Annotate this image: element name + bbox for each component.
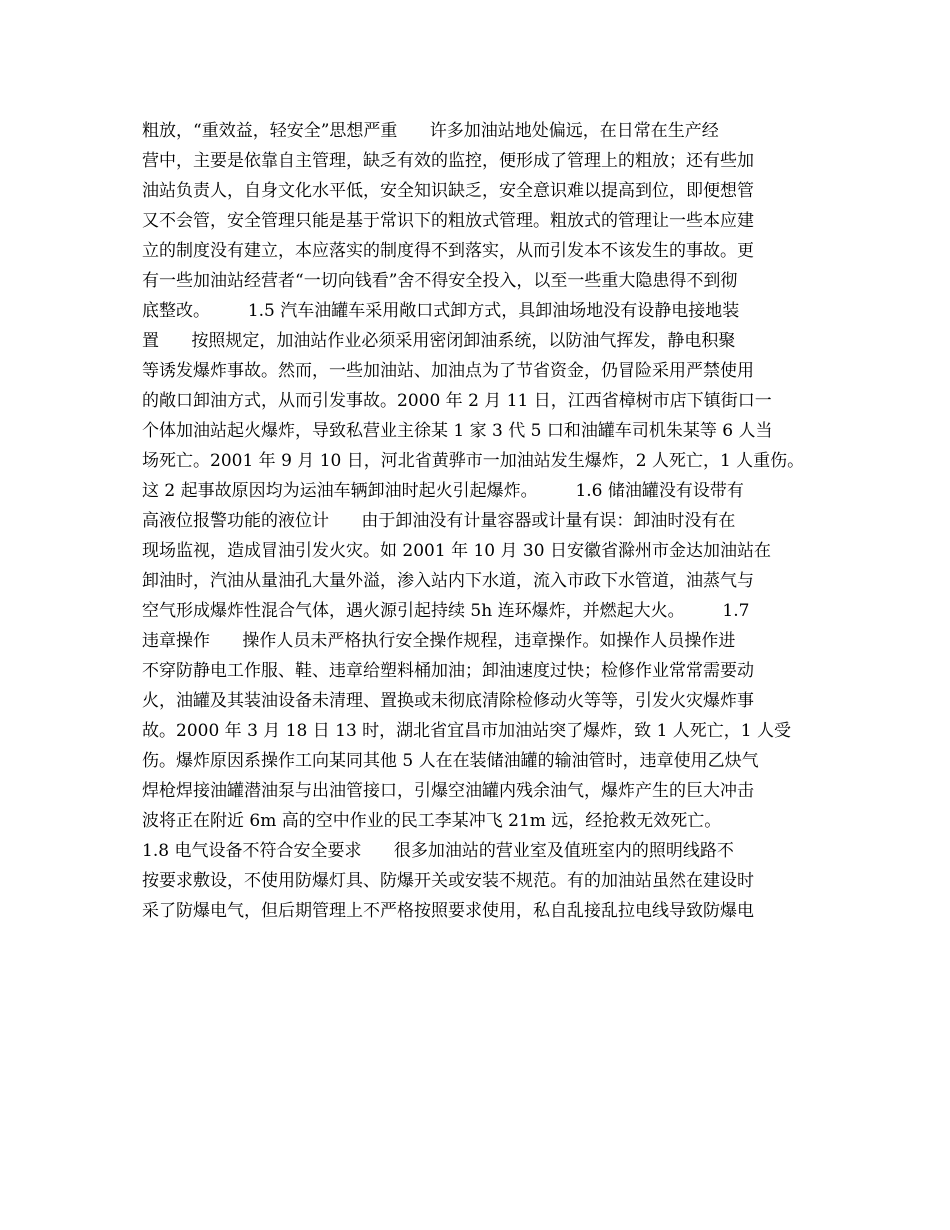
text-line: 的敞口卸油方式，从而引发事故。2000 年 2 月 11 日，江西省樟树市店下镇街口一 <box>142 391 772 411</box>
text-line: 火，油罐及其装油设备未清理、置换或未彻底清除检修动火等等，引发火灾爆炸事 <box>142 691 754 711</box>
text-line: 波将正在附近 6m 高的空中作业的民工李某冲飞 21m 远，经抢救无效死亡。 <box>142 811 722 831</box>
text-line: 又不会管，安全管理只能是基于常识下的粗放式管理。粗放式的管理让一些本应建 <box>142 211 754 231</box>
text-line: 粗放，“重效益，轻安全”思想严重 许多加油站地处偏远，在日常在生产经 <box>142 121 719 141</box>
text-line: 按要求敷设，不使用防爆灯具、防爆开关或安装不规范。有的加油站虽然在建设时 <box>142 871 754 891</box>
text-line: 卸油时，汽油从量油孔大量外溢，渗入站内下水道，流入市政下水管道，油蒸气与 <box>142 571 754 591</box>
text-line: 油站负责人，自身文化水平低，安全知识缺乏，安全意识难以提高到位，即便想管 <box>142 181 754 201</box>
text-line: 1.8 电气设备不符合安全要求 很多加油站的营业室及值班室内的照明线路不 <box>142 841 734 861</box>
text-line: 故。2000 年 3 月 18 日 13 时，湖北省宜昌市加油站突了爆炸，致 1 人死亡，1 人受 <box>142 721 792 741</box>
text-line: 违章操作 操作人员未严格执行安全操作规程，违章操作。如操作人员操作进 <box>142 631 736 651</box>
text-line: 个体加油站起火爆炸，导致私营业主徐某 1 家 3 代 5 口和油罐车司机朱某等 6 人当 <box>142 421 773 441</box>
text-line: 置 按照规定，加油站作业必须采用密闭卸油系统，以防油气挥发，静电积聚 <box>142 331 736 351</box>
text-line: 现场监视，造成冒油引发火灾。如 2001 年 10 月 30 日安徽省滁州市金达加油站在 <box>142 541 771 561</box>
text-line: 空气形成爆炸性混合气体，遇火源引起持续 5h 连环爆炸，并燃起大火。 1.7 <box>142 601 750 621</box>
text-line: 有一些加油站经营者“一切向钱看”舍不得安全投入，以至一些重大隐患得不到彻 <box>142 271 738 291</box>
text-line: 底整改。 1.5 汽车油罐车采用敞口式卸方式，具卸油场地没有设静电接地装 <box>142 301 740 321</box>
text-line: 营中，主要是依靠自主管理，缺乏有效的监控，便形成了管理上的粗放；还有些加 <box>142 151 754 171</box>
text-line: 伤。爆炸原因系操作工向某同其他 5 人在在装储油罐的输油管时，违章使用乙炔气 <box>142 751 759 771</box>
body-text <box>142 116 842 926</box>
text-line: 场死亡。2001 年 9 月 10 日，河北省黄骅市一加油站发生爆炸，2 人死亡，1 人重伤。 <box>142 451 805 471</box>
text-line: 采了防爆电气，但后期管理上不严格按照要求使用，私自乱接乱拉电线导致防爆电 <box>142 901 754 921</box>
text-line: 不穿防静电工作服、鞋、违章给塑料桶加油；卸油速度过快；检修作业常常需要动 <box>142 661 754 681</box>
text-line: 焊枪焊接油罐潜油泵与出油管接口，引爆空油罐内残余油气，爆炸产生的巨大冲击 <box>142 781 754 801</box>
text-line: 立的制度没有建立，本应落实的制度得不到落实，从而引发本不该发生的事故。更 <box>142 241 754 261</box>
text-line: 这 2 起事故原因均为运油车辆卸油时起火引起爆炸。 1.6 储油罐没有设带有 <box>142 481 744 501</box>
text-line: 高液位报警功能的液位计 由于卸油没有计量容器或计量有误：卸油时没有在 <box>142 511 736 531</box>
text-line: 等诱发爆炸事故。然而，一些加油站、加油点为了节省资金，仍冒险采用严禁使用 <box>142 361 754 381</box>
